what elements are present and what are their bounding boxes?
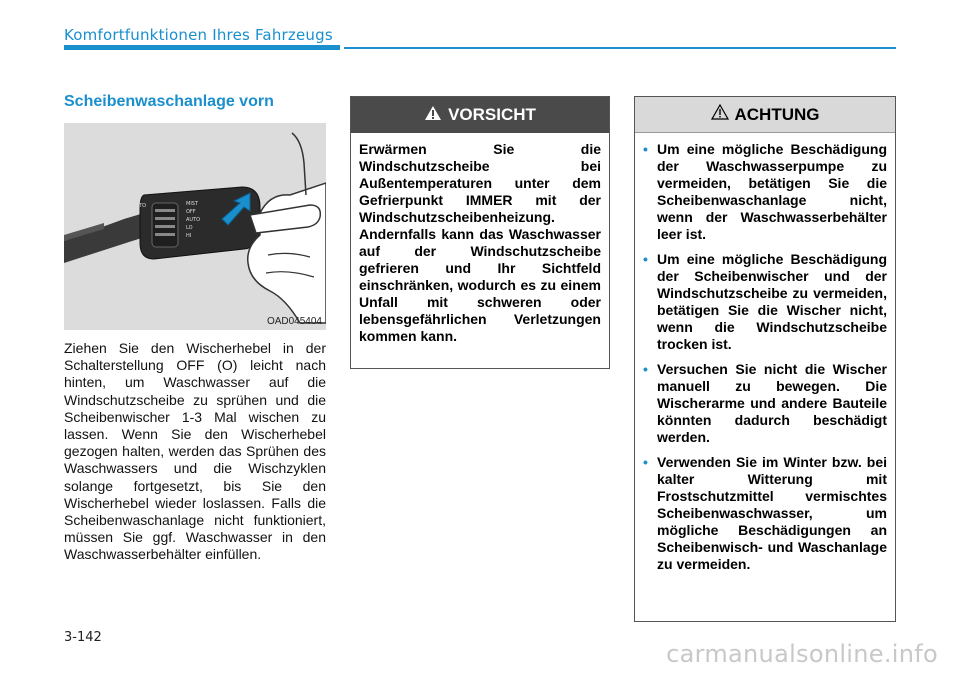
achtung-box xyxy=(634,96,896,622)
list-item: • Versuchen Sie nicht die Wischer manuell zu bewegen. Die Wischerarme und andere Bauteile könnten dadurch beschädigt werden. xyxy=(643,361,887,445)
header-title: Komfortfunktionen Ihres Fahrzeugs xyxy=(64,26,333,44)
lever-label: LO xyxy=(186,225,193,231)
list-item: • Verwenden Sie im Winter bzw. bei kalter Witterung mit Frostschutzmittel vermischtes Scheibenwaschwasser, um mögliche Beschädigungen an Scheibenwisch- und Waschanlage zu vermeiden. xyxy=(643,454,887,572)
ring-ridge xyxy=(155,209,175,212)
achtung-list xyxy=(643,141,887,573)
list-item: • Um eine mögliche Beschädigung der Waschwasserpumpe zu vermeiden, betätigen Sie die Scheibenwaschanlage nicht, wenn der Waschwasserbehälter leer ist. xyxy=(643,141,887,242)
ring-ridge xyxy=(155,233,175,236)
list-item: • Um eine mögliche Beschädigung der Scheibenwischer und der Windschutzscheibe zu vermeiden, betätigen Sie die Wischer nicht, wenn die Windschutzscheibe trocken ist. xyxy=(643,251,887,352)
lever-label: MIST xyxy=(186,201,199,207)
vorsicht-text: Erwärmen Sie die Windschutzscheibe bei Außentemperaturen unter dem Gefrierpunkt IMMER mit der Windschutzscheibenheizung. Andernfalls kann das Waschwasser auf der Windschutzscheibe gefrieren und Ihr Sichtfeld einschränken, wodurch es zu einem Unfall mit schweren oder lebensgefährlichen Verletzungen kommen kann. xyxy=(359,141,601,344)
lever-label: AUTO xyxy=(186,217,201,223)
header-rule-thick xyxy=(64,45,340,50)
vorsicht-header xyxy=(351,97,609,133)
caution-triangle-icon xyxy=(711,104,729,125)
bullet-icon: • xyxy=(643,251,648,267)
lever-label: OFF xyxy=(186,209,196,215)
section-title: Scheibenwaschanlage vorn xyxy=(64,93,274,110)
bullet-icon: • xyxy=(643,454,648,470)
lever-label: HI xyxy=(186,233,192,239)
achtung-header xyxy=(635,97,895,133)
wiper-lever-illustration xyxy=(64,123,326,330)
header-rule-thin xyxy=(344,47,896,49)
achtung-title: ACHTUNG xyxy=(734,104,820,124)
vorsicht-box xyxy=(350,96,610,369)
thumb-outline xyxy=(292,133,306,195)
watermark: carmanualsonline.info xyxy=(666,640,938,668)
vorsicht-title: VORSICHT xyxy=(448,105,536,124)
ring-ridge xyxy=(155,225,175,228)
bullet-icon: • xyxy=(643,361,648,377)
wiper-lever-drawing xyxy=(64,123,326,330)
instruction-paragraph: Ziehen Sie den Wischerhebel in der Schalterstellung OFF (O) leicht nach hinten, um Waschwasser auf die Windschutzscheibe zu sprühen und die Scheibenwischer 1-3 Mal wischen zu lassen. Wenn Sie den Wischerhebel gezogen halten, werden das Sprühen des Waschwassers und die Wischzyklen solange fortgesetzt, bis Sie den Wischerhebel wieder loslassen. Falls die Scheibenwaschanlage nicht funktioniert, müssen Sie ggf. Waschwasser in den Waschwasserbehälter einfüllen. xyxy=(64,340,326,563)
figure-code: OAD045404 xyxy=(266,316,322,327)
bullet-icon: • xyxy=(643,141,648,157)
lever-label: AUTO xyxy=(132,203,147,209)
page-number: 3-142 xyxy=(64,630,102,645)
ring-ridge xyxy=(155,217,175,220)
warning-triangle-icon xyxy=(424,105,442,126)
